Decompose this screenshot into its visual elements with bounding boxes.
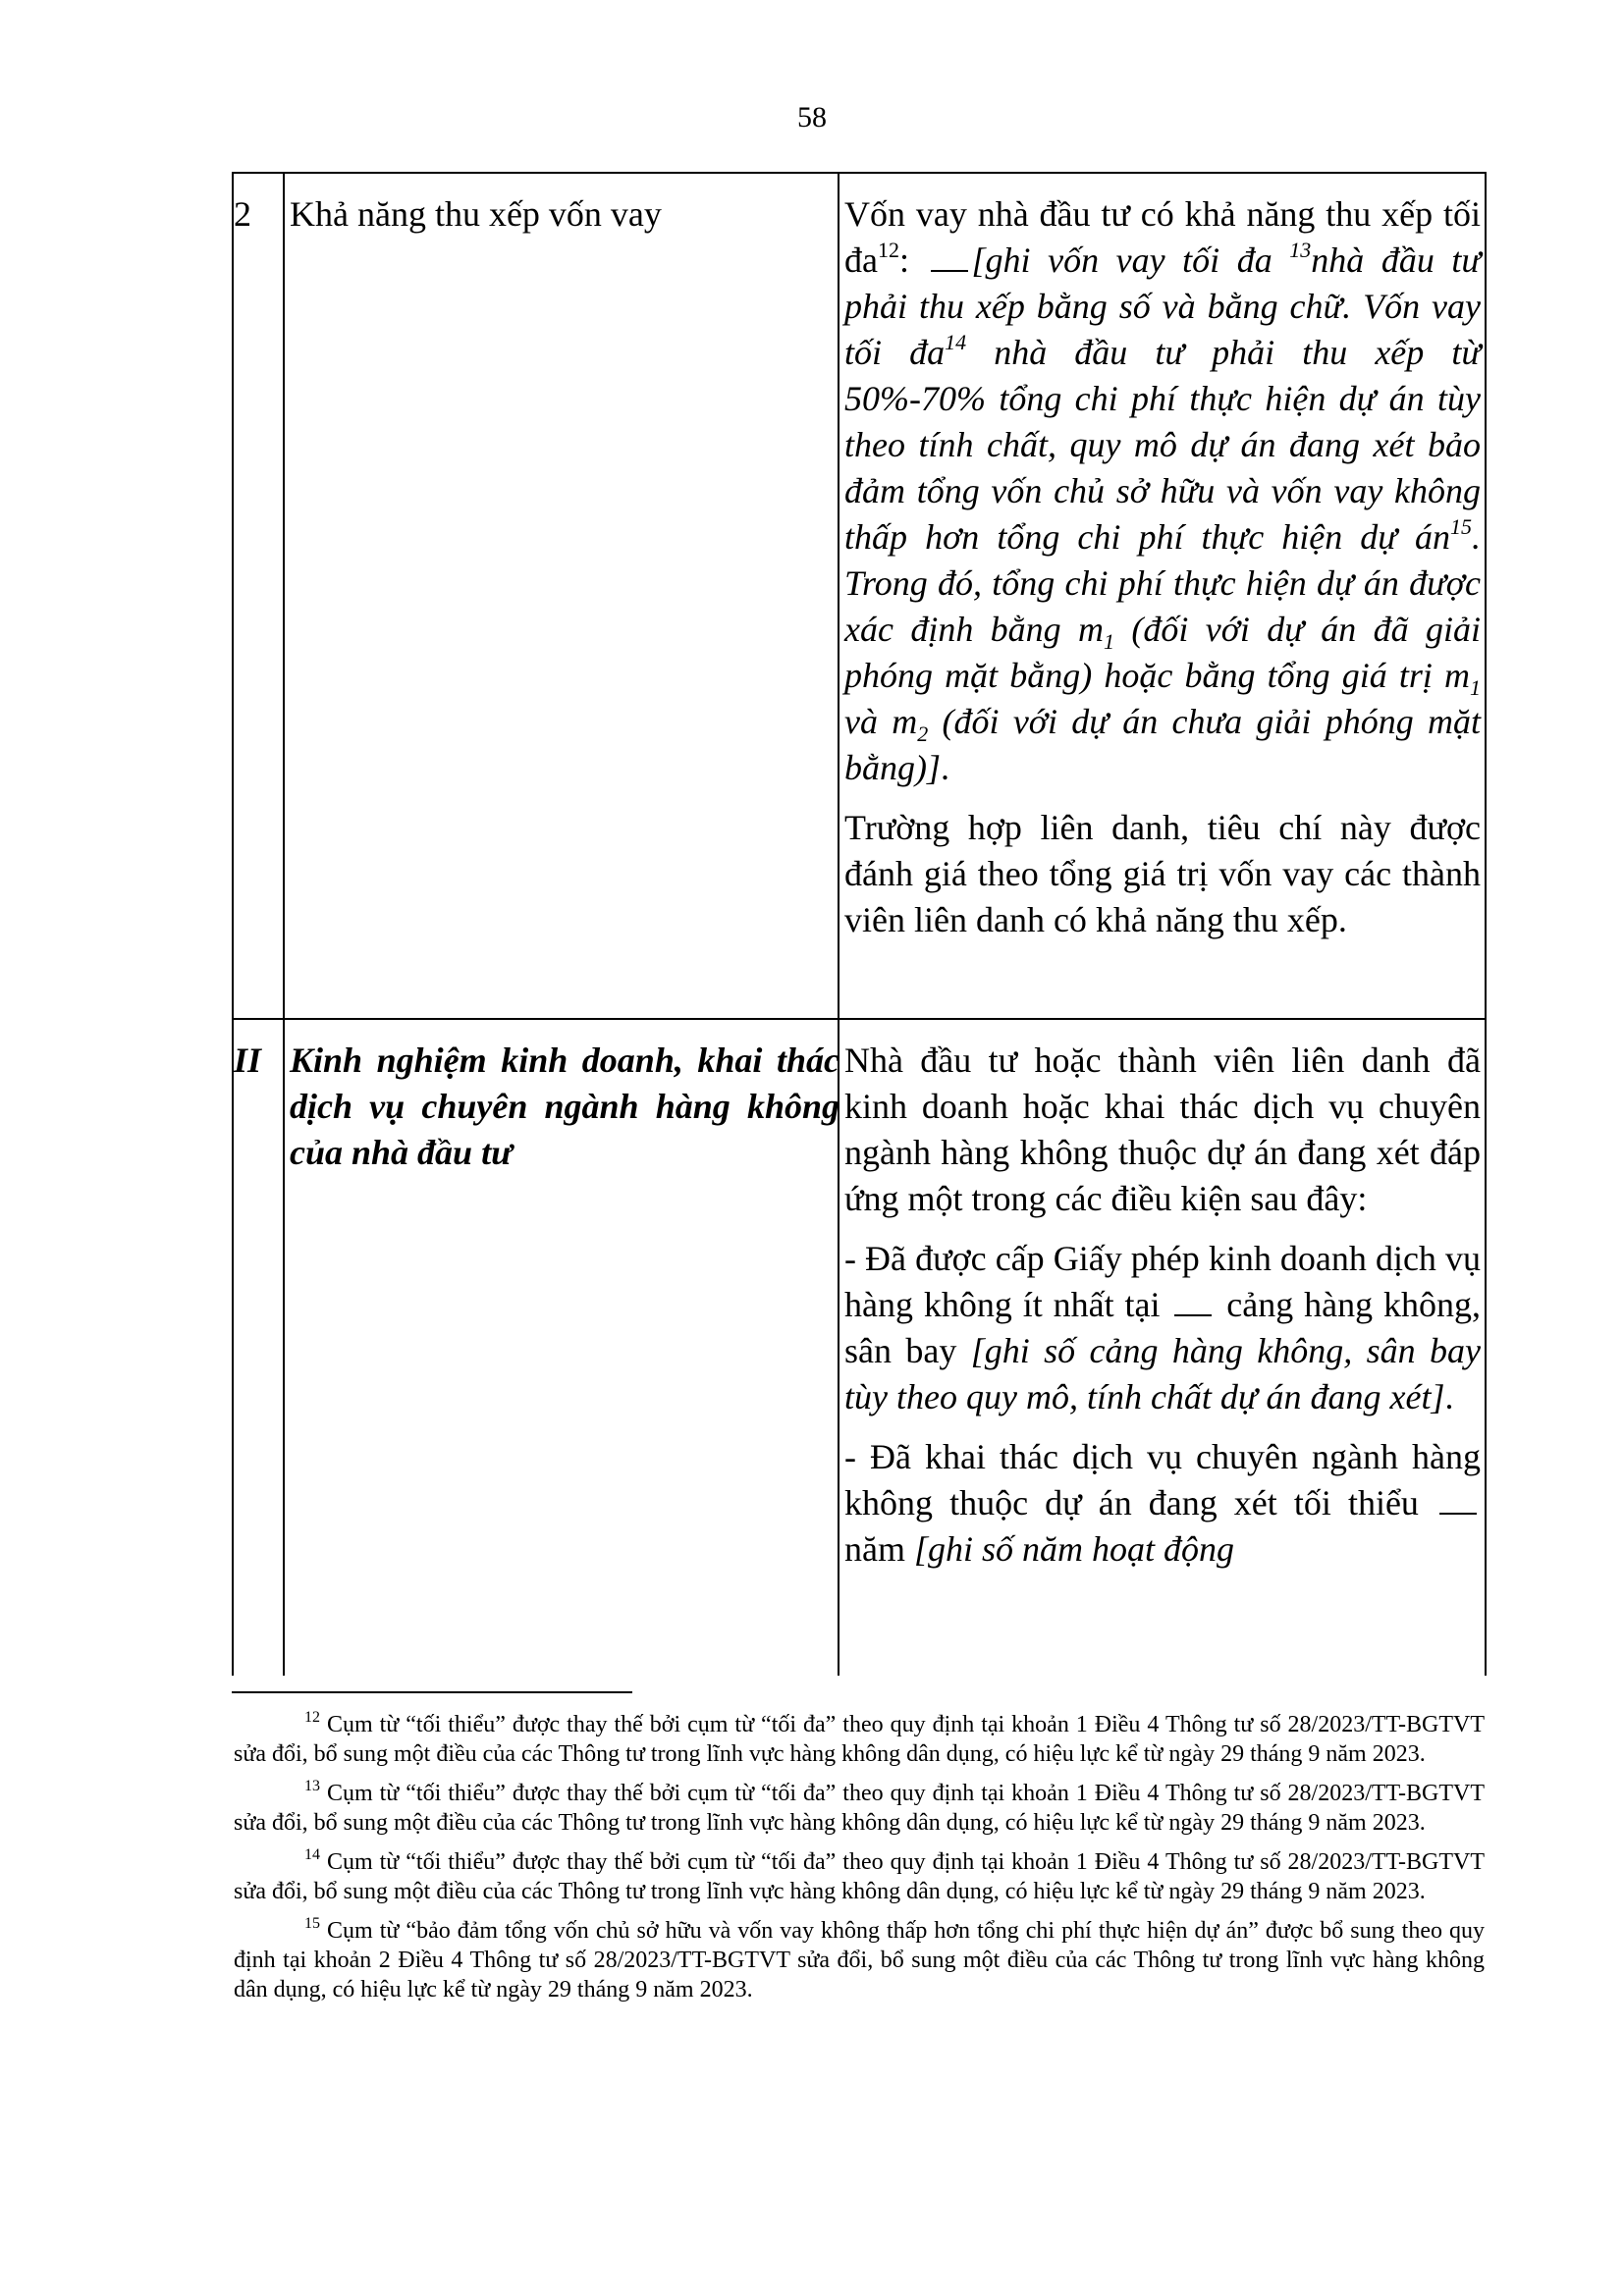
requirement-paragraph [844, 191, 1481, 791]
fill-in-blank [1174, 1283, 1212, 1316]
row-number: II [234, 1041, 262, 1080]
row-number: 2 [234, 194, 251, 234]
italic-instruction: . Trong đó, tổng chi phí thực hiện dự án được xác định bằng m [844, 517, 1481, 649]
text-run: Vốn vay nhà đầu tư có khả năng thu xếp tối đa [844, 194, 1481, 280]
footnote-number: 12 [304, 1709, 320, 1726]
requirement-paragraph [844, 1434, 1481, 1573]
footnote-number: 15 [304, 1915, 320, 1932]
footnote-ref: 14 [945, 330, 967, 354]
text-run: . [941, 748, 949, 787]
criterion-label: Kinh nghiệm kinh doanh, khai thác dịch vụ chuyên ngành hàng không của nhà đầu tư [290, 1041, 839, 1172]
requirement-paragraph: Trường hợp liên danh, tiêu chí này được đánh giá theo tổng giá trị vốn vay các thành viên liên danh có khả năng thu xếp. [844, 808, 1481, 939]
footnote-text: Cụm từ “tối thiểu” được thay thế bởi cụm từ “tối đa” theo quy định tại khoản 1 Điều 4 Thông tư số 28/2023/TT-BGTVT sửa đổi, bổ sung một điều của các Thông tư trong lĩnh vực hàng không dân dụng, có hiệu lực kể từ ngày 29 tháng 9 năm 2023. [234, 1781, 1485, 1836]
italic-instruction: [ghi vốn vay tối đa [971, 240, 1290, 280]
criterion-label: Khả năng thu xếp vốn vay [290, 194, 662, 234]
footnote-number: 13 [304, 1778, 320, 1794]
text-run: : [898, 240, 927, 280]
text-run: . [1444, 1377, 1454, 1416]
italic-instruction: nhà đầu tư phải thu xếp bằng số và bằng chữ. Vốn vay tối đa [844, 240, 1482, 372]
footnotes [234, 1710, 1485, 2014]
page-number: 58 [797, 101, 827, 133]
subscript: 1 [1470, 675, 1481, 701]
footnote [234, 1779, 1485, 1838]
subscript: 1 [1104, 629, 1115, 655]
table-top-border [234, 172, 1485, 174]
footnote-text: Cụm từ “tối thiểu” được thay thế bởi cụm từ “tối đa” theo quy định tại khoản 1 Điều 4 Thông tư số 28/2023/TT-BGTVT sửa đổi, bổ sung một điều của các Thông tư trong lĩnh vực hàng không dân dụng, có hiệu lực kể từ ngày 29 tháng 9 năm 2023. [234, 1712, 1485, 1767]
footnote-text: Cụm từ “bảo đảm tổng vốn chủ sở hữu và vốn vay không thấp hơn tổng chi phí thực hiện dự án” được bổ sung theo quy định tại khoản 2 Điều 4 Thông tư số 28/2023/TT-BGTVT sửa đổi, bổ sung một điều của các Thông tư trong lĩnh vực hàng không dân dụng, có hiệu lực kể từ ngày 29 tháng 9 năm 2023. [234, 1918, 1485, 2002]
footnote-text: Cụm từ “tối thiểu” được thay thế bởi cụm từ “tối đa” theo quy định tại khoản 1 Điều 4 Thông tư số 28/2023/TT-BGTVT sửa đổi, bổ sung một điều của các Thông tư trong lĩnh vực hàng không dân dụng, có hiệu lực kể từ ngày 29 tháng 9 năm 2023. [234, 1849, 1485, 1904]
italic-instruction: (đối với dự án chưa giải phóng mặt bằng)] [844, 702, 1481, 787]
requirement-paragraph [844, 1236, 1481, 1420]
column-divider [283, 172, 285, 1676]
text-run: - Đã được cấp Giấy phép kinh doanh dịch vụ hàng không ít nhất tại [844, 1239, 1481, 1324]
column-divider [838, 172, 839, 1676]
text-run: năm [844, 1529, 914, 1569]
requirement-cell [844, 1038, 1481, 1573]
fill-in-blank [1439, 1481, 1477, 1515]
italic-instruction: [ghi số cảng hàng không, sân bay tùy theo quy mô, tính chất dự án đang xét] [844, 1331, 1481, 1416]
footnote [234, 1916, 1485, 2004]
footnote-ref: 15 [1450, 514, 1472, 539]
footnote-ref: 12 [877, 238, 899, 262]
italic-instruction: và m [844, 702, 918, 741]
italic-instruction: nhà đầu tư phải thu xếp từ 50%-70% tổng chi phí thực hiện dự án tùy theo tính chất, quy mô dự án đang xét bảo đảm tổng vốn chủ sở hữu và vốn vay không thấp hơn tổng chi phí thực hiện dự án [844, 333, 1481, 557]
row-divider [234, 1018, 1485, 1020]
italic-instruction: [ghi số năm hoạt động [913, 1529, 1235, 1569]
footnote [234, 1710, 1485, 1769]
text-run: - Đã khai thác dịch vụ chuyên ngành hàng không thuộc dự án đang xét tối thiểu [844, 1437, 1481, 1522]
subscript: 2 [917, 721, 929, 747]
requirement-paragraph: Nhà đầu tư hoặc thành viên liên danh đã kinh doanh hoặc khai thác dịch vụ chuyên ngành hàng không thuộc dự án đang xét đáp ứng một trong các điều kiện sau đây: [844, 1041, 1481, 1218]
requirement-cell [844, 191, 1481, 943]
fill-in-blank [931, 239, 968, 272]
italic-instruction: (đối với dự án đã giải phóng mặt bằng) hoặc bằng tổng giá trị m [844, 610, 1481, 695]
footnote [234, 1847, 1485, 1906]
text-run: cảng hàng không, sân bay [844, 1285, 1481, 1370]
footnote-number: 14 [304, 1846, 320, 1863]
criteria-table [232, 172, 1487, 1676]
footnote-ref: 13 [1289, 238, 1312, 262]
footnote-separator [232, 1691, 632, 1693]
